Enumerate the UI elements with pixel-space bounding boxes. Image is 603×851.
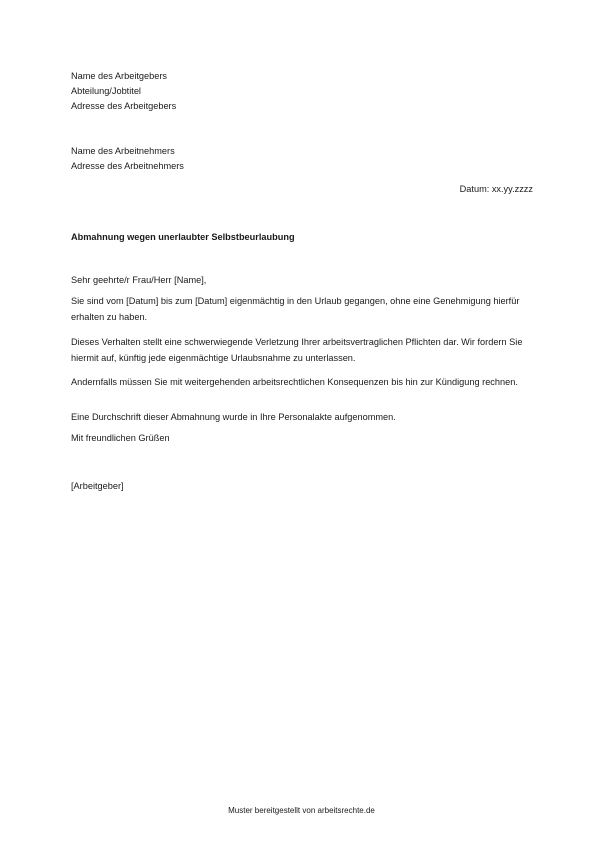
salutation: Sehr geehrte/r Frau/Herr [Name], [71,275,207,285]
employee-name: Name des Arbeitnehmers [71,146,175,156]
paragraph-4: Eine Durchschrift dieser Abmahnung wurde in Ihre Personalakte aufgenommen. [71,412,396,422]
employee-address: Adresse des Arbeitnehmers [71,161,184,171]
paragraph-2: Dieses Verhalten stellt eine schwerwiegende Verletzung Ihrer arbeitsvertraglichen Pflichten dar. Wir fordern Sie hiermit auf, künftig jede eigenmächtige Urlaubsnahme zu unterlassen. [71,337,523,363]
signature-placeholder: [Arbeitgeber] [71,481,124,491]
employer-name: Name des Arbeitgebers [71,71,168,81]
employer-address-block [71,69,176,114]
employer-address: Adresse des Arbeitgebers [71,101,177,111]
employee-address-block [71,144,184,174]
paragraph-3: Andernfalls müssen Sie mit weitergehenden arbeitsrechtlichen Konsequenzen bis hin zur Kündigung rechnen. [71,377,518,387]
employer-department: Abteilung/Jobtitel [71,86,141,96]
letter-date: Datum: xx.yy.zzzz [459,184,533,194]
paragraph-1: Sie sind vom [Datum] bis zum [Datum] eigenmächtig in den Urlaub gegangen, ohne eine Genehmigung hierfür erhalten zu haben. [71,296,520,322]
footer-credit: Muster bereitgestellt von arbeitsrechte.de [228,806,375,815]
letter-subject: Abmahnung wegen unerlaubter Selbstbeurlaubung [71,232,295,242]
closing-phrase: Mit freundlichen Grüßen [71,433,170,443]
